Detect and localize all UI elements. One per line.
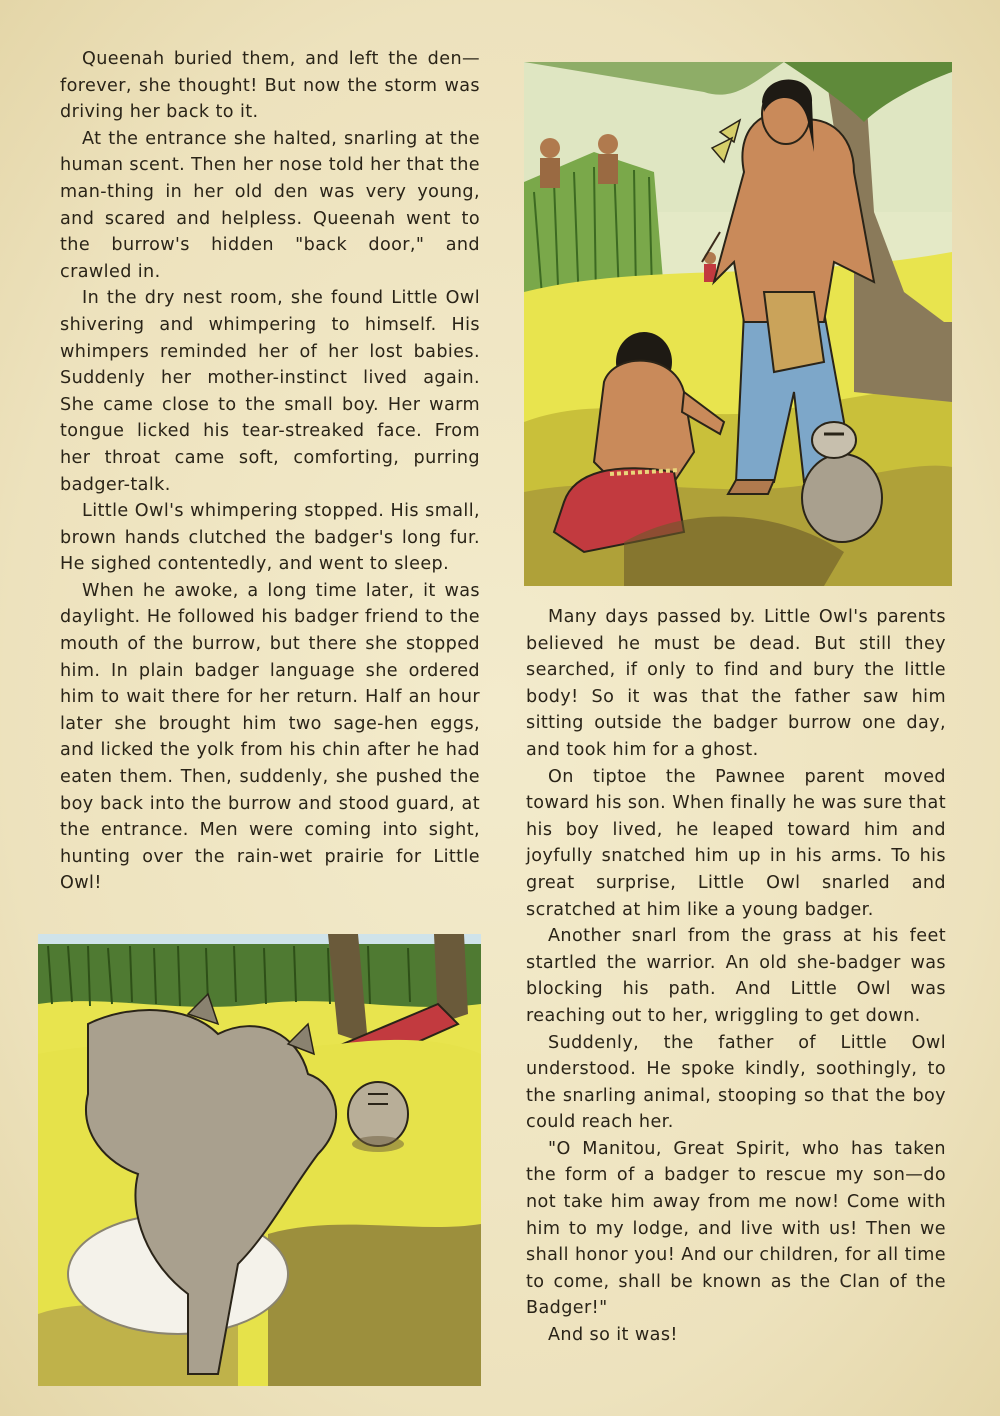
paragraph: Queenah buried them, and left the den—forever, she thought! But now the storm was driving her back to it. (60, 49, 480, 123)
paragraph: Another snarl from the grass at his feet startled the warrior. An old she-badger was blocking his path. And Little Owl was reaching out to her, wriggling to get down. (526, 926, 946, 1026)
illustration-badger-fight (38, 934, 481, 1386)
paragraph: And so it was! (548, 1325, 678, 1346)
paragraph: When he awoke, a long time later, it was daylight. He followed his badger friend to the mouth of the burrow, but there she stopped him. In plain badger language she ordered him to wait there for her return. Half an hour later she brought him two sage-hen eggs, and licked the yolk from his chin after he had eaten them. Then, suddenly, she pushed the boy back into the burrow and stood guard, at the entrance. Men were coming into sight, hunting over the rain-wet prairie for Little Owl! (60, 580, 480, 894)
paragraph: Suddenly, the father of Little Owl understood. He spoke kindly, soothingly, to the snarling animal, stooping so that the boy could reach her. (526, 1032, 946, 1133)
paragraph: On tiptoe the Pawnee parent moved toward his son. When finally he was sure that his boy lived, he leaped toward him and joyfully snatched him up in his arms. To his great surprise, Little Owl snarled and scratched at him like a young badger. (526, 766, 946, 920)
left-text-column (60, 46, 480, 897)
paragraph: Many days passed by. Little Owl's parents believed he must be dead. But still they searched, if only to find and bury the little body! So it was that the father saw him sitting outside the badger burrow one day, and took him for a ghost. (526, 607, 946, 760)
paragraph: In the dry nest room, she found Little Owl shivering and whimpering to himself. His whimpers reminded her of her lost babies. Suddenly her mother-instinct lived again. She came close to the small boy. Her warm tongue licked his tear-streaked face. From her throat came soft, comforting, purring badger-talk. (60, 288, 480, 495)
right-text-column (526, 604, 946, 1349)
paragraph: "O Manitou, Great Spirit, who has taken the form of a badger to rescue my son—do not take him away from me now! Come with him to my lodge, and live with us! Then we shall honor you! And our children, for all time to come, shall be known as the Clan of the Badger!" (526, 1138, 946, 1319)
illustration-father-and-boy (524, 62, 952, 586)
paragraph: Little Owl's whimpering stopped. His small, brown hands clutched the badger's long fur. He sighed contentedly, and went to sleep. (60, 501, 480, 575)
paragraph: At the entrance she halted, snarling at the human scent. Then her nose told her that the man-thing in her old den was very young, and scared and helpless. Queenah went to the burrow's hidden "back door," and crawled in. (60, 128, 480, 282)
